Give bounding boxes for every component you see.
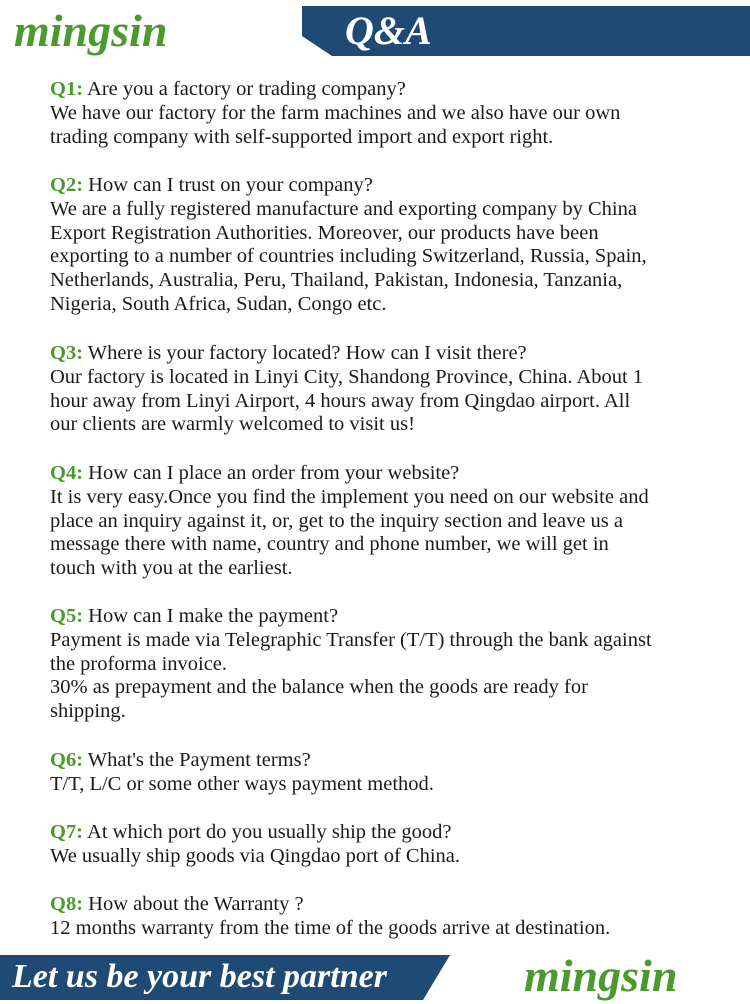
- faq-answer-5: Payment is made via Telegraphic Transfer (T/T) through the bank against the proforma invoice. 30% as prepayment and the balance when the goods are ready for shipping.: [50, 628, 652, 723]
- faq-label-4: Q4:: [50, 462, 84, 484]
- faq-answer-1: We have our factory for the farm machines and we also have our own trading company with self-supported import and export right.: [50, 101, 621, 148]
- faq-question-3: [50, 342, 643, 366]
- faq-answer-2: We are a fully registered manufacture and exporting company by China Export Registration Authorities. Moreover, our products have been exporting to a number of countries including Switzerland, Russia, Spain, Netherlands, Australia, Peru, Thailand, Pakistan, Indonesia, Tanzania, Nigeria, South Africa, Sudan, Congo etc.: [50, 197, 647, 315]
- faq-question-8: [50, 893, 610, 917]
- faq-item-4: [50, 462, 649, 581]
- faq-question-2: [50, 174, 647, 198]
- page-header: [0, 0, 750, 62]
- faq-question-6: [50, 749, 434, 773]
- faq-item-1: [50, 78, 620, 149]
- faq-item-8: [50, 893, 610, 941]
- faq-label-3: Q3:: [50, 342, 84, 364]
- footer-slogan: Let us be your best partner: [12, 958, 387, 995]
- faq-item-6: [50, 749, 434, 797]
- brand-logo: mingsin: [14, 5, 168, 56]
- faq-label-5: Q5:: [50, 605, 84, 627]
- faq-answer-7: We usually ship goods via Qingdao port of China.: [50, 844, 461, 867]
- faq-answer-4: It is very easy.Once you find the implement you need on our website and place an inquiry against it, or, get to the inquiry section and leave us a message there with name, country and phone number, we will get in touch with you at the earliest.: [50, 485, 649, 580]
- faq-answer-8: 12 months warranty from the time of the goods arrive at destination.: [50, 916, 611, 939]
- faq-label-8: Q8:: [50, 893, 84, 915]
- faq-item-7: [50, 821, 460, 869]
- faq-label-6: Q6:: [50, 749, 84, 771]
- faq-question-text-2: How can I trust on your company?: [88, 174, 373, 196]
- faq-label-1: Q1:: [50, 78, 84, 100]
- faq-question-5: [50, 605, 652, 629]
- faq-question-text-8: How about the Warranty ?: [88, 893, 304, 915]
- faq-question-text-6: What's the Payment terms?: [87, 749, 311, 771]
- faq-question-text-7: At which port do you usually ship the good?: [87, 821, 452, 843]
- footer-brand-logo: mingsin: [524, 950, 678, 1001]
- faq-item-5: [50, 605, 652, 724]
- faq-question-text-4: How can I place an order from your website?: [88, 462, 460, 484]
- faq-label-2: Q2:: [50, 174, 84, 196]
- page-title: Q&A: [345, 8, 432, 53]
- faq-question-text-5: How can I make the payment?: [88, 605, 339, 627]
- faq-item-2: [50, 174, 647, 317]
- faq-answer-3: Our factory is located in Linyi City, Shandong Province, China. About 1 hour away from Linyi Airport, 4 hours away from Qingdao airport. All our clients are warmly welcomed to visit us!: [50, 365, 644, 436]
- faq-question-1: [50, 78, 620, 102]
- faq-question-text-1: Are you a factory or trading company?: [87, 78, 406, 100]
- faq-question-7: [50, 821, 460, 845]
- faq-label-7: Q7:: [50, 821, 84, 843]
- faq-question-4: [50, 462, 649, 486]
- faq-question-text-3: Where is your factory located? How can I visit there?: [87, 342, 527, 364]
- faq-answer-6: T/T, L/C or some other ways payment method.: [50, 772, 434, 795]
- faq-item-3: [50, 342, 643, 437]
